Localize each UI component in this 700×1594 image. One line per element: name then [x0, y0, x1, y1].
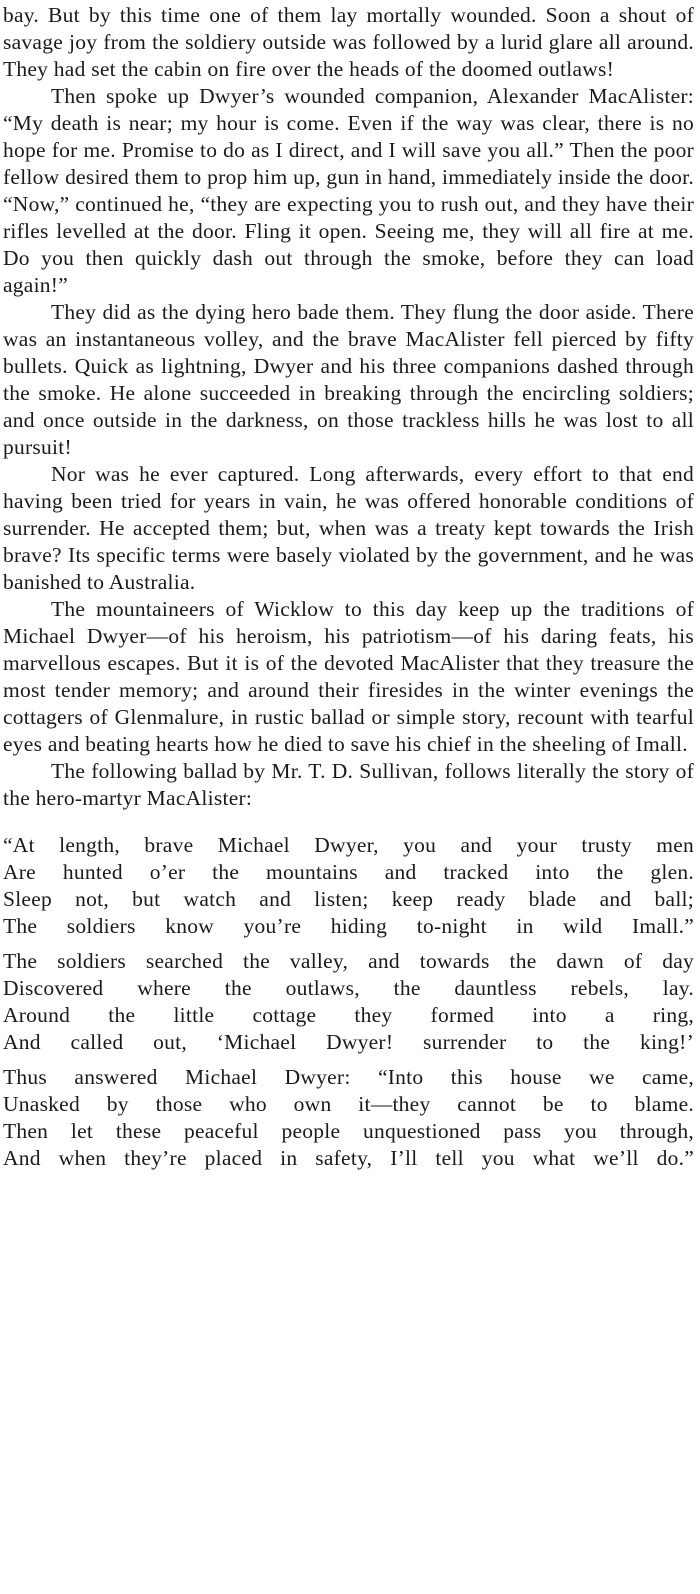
verse-line: Then let these peaceful people unquestioned pass you through,	[3, 1119, 694, 1143]
verse-line: And called out, ‘Michael Dwyer! surrender to the king!’	[3, 1030, 694, 1054]
ballad	[3, 832, 694, 1172]
verse-line: The soldiers know you’re hiding to-night in wild Imall.”	[3, 914, 694, 938]
verse-line: And when they’re placed in safety, I’ll tell you what we’ll do.”	[3, 1146, 694, 1170]
paragraph-volley: They did as the dying hero bade them. They flung the door aside. There was an instantaneous volley, and the brave MacAlister fell pierced by fifty bullets. Quick as lightning, Dwyer and his three companions dashed through the smoke. He alone succeeded in breaking through the encircling soldiers; and once outside in the darkness, on those trackless hills he was lost to all pursuit!	[3, 300, 694, 459]
verse-line: Are hunted o’er the mountains and tracked into the glen.	[3, 860, 694, 884]
verse-line: The soldiers searched the valley, and towards the dawn of day	[3, 949, 694, 973]
ballad-stanza	[3, 832, 694, 940]
verse-line: Around the little cottage they formed into a ring,	[3, 1003, 694, 1027]
paragraph-wicklow-traditions: The mountaineers of Wicklow to this day keep up the traditions of Michael Dwyer—of his heroism, his patriotism—of his daring feats, his marvellous escapes. But it is of the devoted MacAlister that they treasure the most tender memory; and around their firesides in the winter evenings the cottagers of Glenmalure, in rustic ballad or simple story, recount with tearful eyes and beating hearts how he died to save his chief in the sheeling of Imall.	[3, 597, 694, 756]
paragraph-cabin-fire: bay. But by this time one of them lay mortally wounded. Soon a shout of savage joy from the soldiery outside was followed by a lurid glare all around. They had set the cabin on fire over the heads of the doomed outlaws!	[3, 3, 694, 81]
paragraph-macalister-speech: Then spoke up Dwyer’s wounded companion, Alexander MacAlister: “My death is near; my hour is come. Even if the way was clear, there is no hope for me. Promise to do as I direct, and I will save you all.” Then the poor fellow desired them to prop him up, gun in hand, immediately inside the door. “Now,” continued he, “they are expecting you to rush out, and they have their rifles levelled at the door. Fling it open. Seeing me, they will all fire at me. Do you then quickly dash out through the smoke, before they can load again!”	[3, 84, 694, 297]
paragraph-surrender-terms: Nor was he ever captured. Long afterwards, every effort to that end having been tried for years in vain, he was offered honorable conditions of surrender. He accepted them; but, when was a treaty kept towards the Irish brave? Its specific terms were basely violated by the government, and he was banished to Australia.	[3, 462, 694, 594]
verse-line: Sleep not, but watch and listen; keep ready blade and ball;	[3, 887, 694, 911]
ballad-stanza	[3, 1064, 694, 1172]
verse-line: Discovered where the outlaws, the dauntless rebels, lay.	[3, 976, 694, 1000]
prose-section	[3, 2, 694, 812]
paragraph-ballad-intro: The following ballad by Mr. T. D. Sullivan, follows literally the story of the hero-martyr MacAlister:	[3, 759, 694, 810]
ballad-stanza	[3, 948, 694, 1056]
verse-line: Thus answered Michael Dwyer: “Into this house we came,	[3, 1065, 694, 1089]
verse-line: “At length, brave Michael Dwyer, you and your trusty men	[3, 833, 694, 857]
verse-line: Unasked by those who own it—they cannot be to blame.	[3, 1092, 694, 1116]
